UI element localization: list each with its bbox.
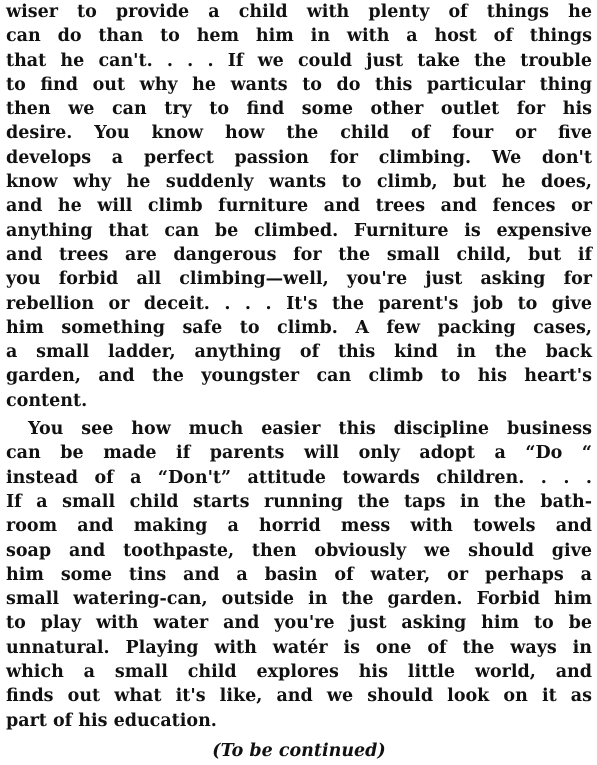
text-line: small watering-can, outside in the garden. Forbid him: [6, 589, 592, 610]
continued-note: (To be continued): [212, 740, 386, 761]
text-line: room and making a horrid mess with towels and: [6, 516, 592, 537]
text-line: wiser to provide a child with plenty of things he: [6, 2, 592, 22]
text-line: know why he suddenly wants to climb, but he does,: [6, 172, 592, 193]
text-line: anything that can be climbed. Furniture is expensive: [6, 220, 592, 241]
text-line: then we can try to find some other outlet for his: [6, 99, 592, 120]
text-line: part of his education.: [6, 710, 217, 731]
text-line: and trees are dangerous for the small child, but if: [6, 244, 592, 265]
text-line: soap and toothpaste, then obviously we should give: [6, 540, 592, 561]
text-line: to play with water and you're just asking him to be: [6, 613, 592, 634]
text-line: garden, and the youngster can climb to his heart's: [6, 366, 592, 387]
paragraph-2: [6, 417, 592, 733]
text-line: can do than to hem him in with a host of things: [6, 26, 592, 47]
text-line: instead of a “Don't” attitude towards children. . . .: [6, 467, 592, 488]
text-line: content.: [6, 390, 88, 411]
text-line: him something safe to climb. A few packing cases,: [6, 317, 592, 338]
text-line: develops a perfect passion for climbing. We don't: [6, 147, 592, 168]
text-line: If a small child starts running the taps in the bath-: [6, 491, 592, 512]
text-line: finds out what it's like, and we should look on it as: [6, 686, 592, 707]
text-line: to find out why he wants to do this particular thing: [6, 74, 592, 95]
text-line: unnatural. Playing with watér is one of the ways in: [6, 637, 592, 658]
article-page: [6, 0, 592, 763]
text-line: which a small child explores his little world, and: [6, 662, 592, 683]
text-line: and he will climb furniture and trees and fences or: [6, 196, 592, 217]
text-line: rebellion or deceit. . . . It's the parent's job to give: [6, 293, 592, 314]
paragraph-1: [6, 0, 592, 413]
text-line: that he can't. . . . If we could just take the trouble: [6, 50, 592, 71]
text-line: can be made if parents will only adopt a “Do “: [6, 443, 592, 464]
text-line: desire. You know how the child of four or five: [6, 123, 592, 144]
text-line: a small ladder, anything of this kind in the back: [6, 342, 592, 363]
text-line: him some tins and a basin of water, or perhaps a: [6, 564, 592, 585]
text-line: You see how much easier this discipline business: [28, 419, 592, 440]
text-line: you forbid all climbing—well, you're just asking for: [6, 269, 592, 290]
